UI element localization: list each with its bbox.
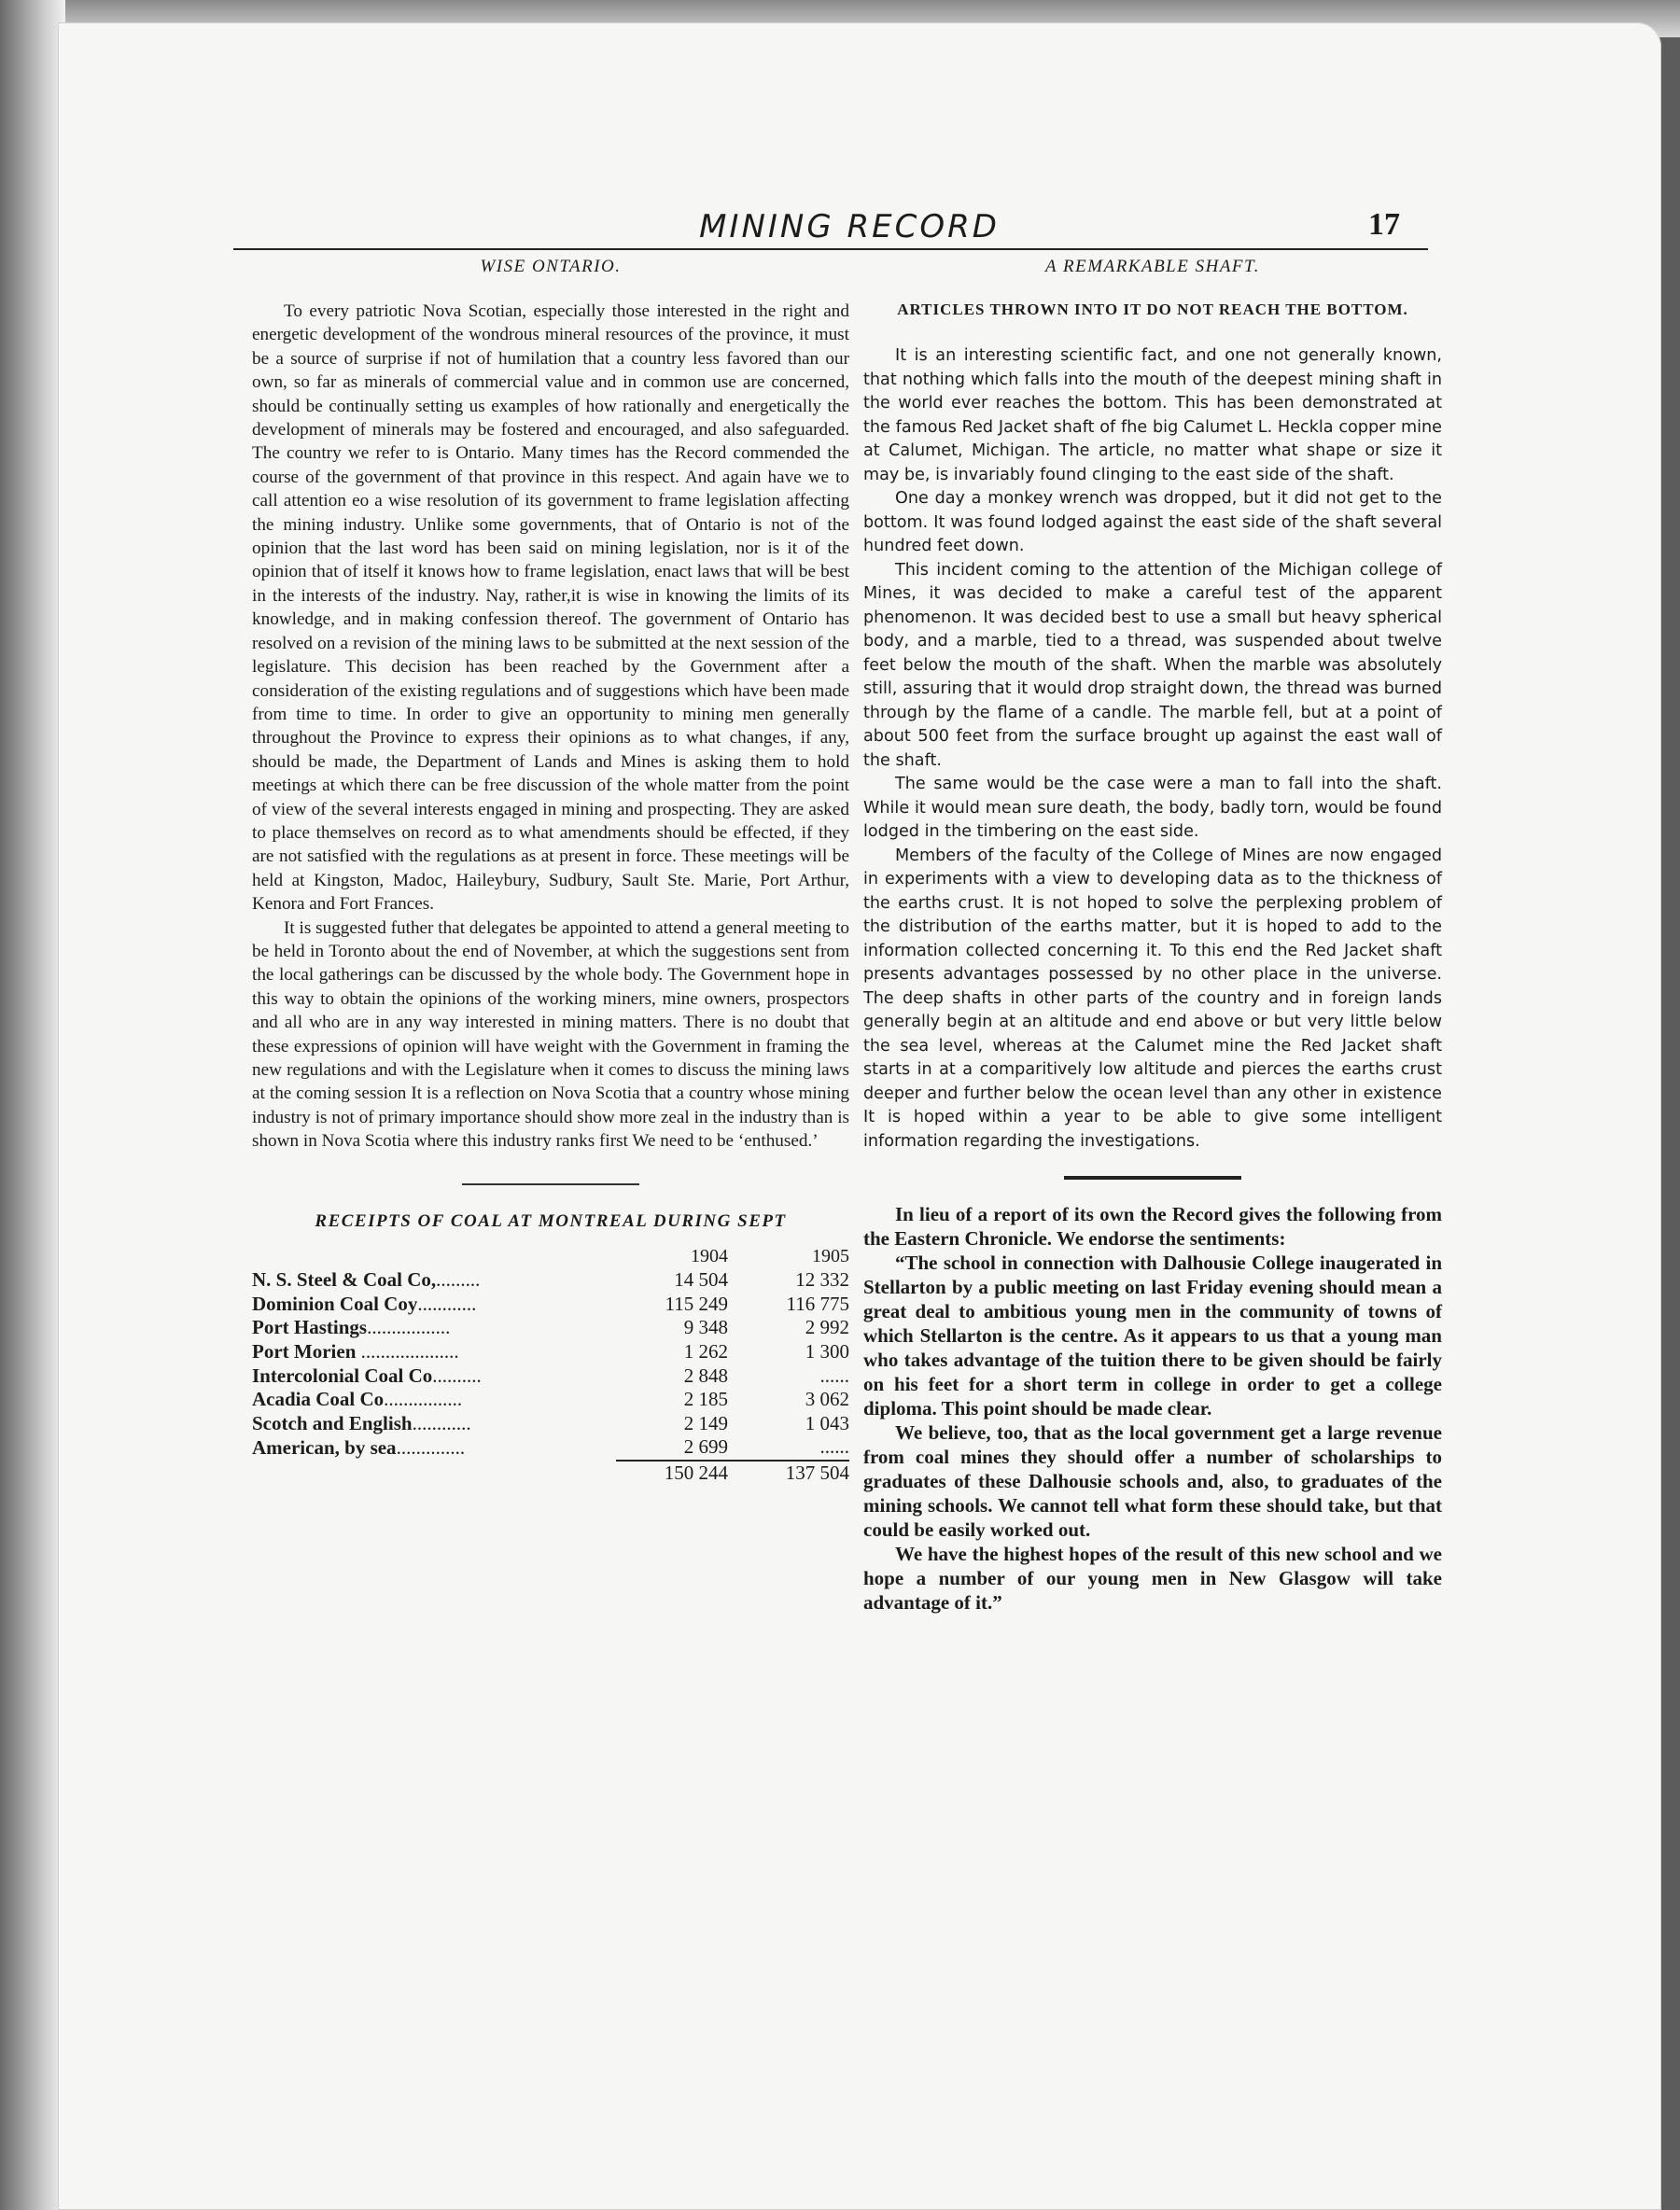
article-body-remarkable-shaft [863, 344, 1442, 1154]
section-divider [462, 1183, 639, 1185]
year-header: 1904 [691, 1245, 728, 1266]
company-name: Scotch and English............ [252, 1411, 471, 1434]
paragraph: “The school in connection with Dalhousie College inaugerated in Stellarton by a public meeting on last Friday evening should mean a great deal to ambitious young men in the community of towns of which Stellarton is the centre. As it appears to us that a young man who takes advantage of the tuition there to be given should be fairly on his feet for a short term in college in order to get a college diploma. This point should be made clear. [863, 1252, 1442, 1420]
table-row [252, 1268, 849, 1293]
table-row [252, 1293, 849, 1317]
total-1904: 150 244 [616, 1461, 728, 1486]
value-1905: 116 775 [786, 1292, 849, 1315]
article-body-dalhousie-school [863, 1202, 1442, 1615]
table-row [252, 1316, 849, 1340]
value-1904: 2 848 [683, 1364, 728, 1387]
value-1905: 2 992 [805, 1316, 849, 1339]
table-row [252, 1340, 849, 1364]
total-1905: 137 504 [728, 1461, 849, 1486]
article-subtitle: ARTICLES THROWN INTO IT DO NOT REACH THE BOTTOM. [897, 301, 1408, 318]
value-1905: 3 062 [805, 1388, 849, 1411]
article-title-remarkable-shaft: A REMARKABLE SHAFT. [1045, 257, 1260, 276]
table-row [252, 1412, 849, 1436]
paragraph: It is suggested futher that delegates be appointed to attend a general meeting to be held in Toronto about the end of November, at which the suggestions sent from the local gatherings can be discussed by the whole body. The Government hope in this way to obtain the opinions of the working miners, mine owners, prospectors and all who are in any way interested in mining matters. There is no doubt that these expressions of opinion will have weight with the Government in framing the new regulations and with the Legislature when it comes to discuss the mining laws at the coming session It is a reflection on Nova Scotia that a country whose mining industry is not of primary importance should show more zeal in the industry than is shown in Nova Scotia where this industry ranks first We need to be ‘enthused.’ [252, 917, 849, 1152]
company-name: Intercolonial Coal Co.......... [252, 1364, 482, 1387]
value-1905: 1 043 [805, 1411, 849, 1434]
left-column [252, 257, 849, 1486]
value-1904: 2 699 [683, 1435, 728, 1459]
table-row [252, 1435, 849, 1461]
article-title-wise-ontario: WISE ONTARIO. [480, 257, 622, 276]
paragraph: We have the highest hopes of the result of this new school and we hope a number of our young men in New Glasgow will take advantage of it.” [863, 1543, 1442, 1614]
company-name: Dominion Coal Coy............ [252, 1292, 477, 1315]
value-1904: 14 504 [674, 1268, 728, 1292]
value-1905: ...... [819, 1364, 849, 1387]
page-header [233, 205, 1428, 250]
paragraph: The same would be the case were a man to fall into the shaft. While it would mean sure death, the body, badly torn, would be found lodged in the timbering on the east side. [863, 775, 1442, 841]
page-number: 17 [1368, 207, 1400, 242]
paragraph: We believe, too, that as the local government get a large revenue from coal mines they should offer a number of scholarships to graduates of these Dalhousie schools and, also, to graduates of the mining schools. We cannot tell what form these should take, but that could be easily worked out. [863, 1421, 1442, 1541]
value-1904: 9 348 [683, 1316, 728, 1339]
company-name: Port Morien .................... [252, 1340, 459, 1363]
year-header: 1905 [812, 1245, 849, 1266]
table-header-row [252, 1245, 849, 1269]
right-column [863, 257, 1442, 1615]
value-1905: 12 332 [795, 1268, 849, 1292]
section-divider [1064, 1176, 1241, 1180]
value-1904: 115 249 [665, 1292, 728, 1315]
coal-receipts-table [252, 1245, 849, 1486]
table-row [252, 1364, 849, 1389]
company-name: American, by sea.............. [252, 1435, 466, 1459]
coal-table-title: RECEIPTS OF COAL AT MONTREAL DURING SEPT [315, 1210, 787, 1231]
paragraph: Members of the faculty of the College of Mines are now engaged in experiments with a view to developing data as to the thickness of the earths crust. It is not hoped to solve the perplexing problem of the distribution of the earths matter, but it is hoped to add to the information collected concerning it. To this end the Red Jacket shaft presents advantages possessed by no other place in the universe. The deep shafts in other parts of the country and in foreign lands generally begin at an altitude and end above or but very little below the sea level, whereas at the Calumet mine the Red Jacket shaft starts in at a comparitively low altitude and pierces the earths crust deeper and further below the ocean level than any other in existence It is hoped within a year to be able to give some intelligent information regarding the investigations. [863, 846, 1442, 1151]
masthead: MINING RECORD [699, 208, 1000, 245]
paragraph: One day a monkey wrench was dropped, but it did not get to the bottom. It was found lodged against the east side of the shaft several hundred feet down. [863, 489, 1442, 555]
value-1904: 2 149 [683, 1411, 728, 1434]
paragraph: In lieu of a report of its own the Record gives the following from the Eastern Chronicle. We endorse the sentiments: [863, 1203, 1442, 1250]
company-name: Port Hastings................. [252, 1316, 451, 1339]
scan-edge-left [0, 0, 65, 2210]
value-1905: ...... [819, 1435, 849, 1459]
table-row [252, 1388, 849, 1412]
article-body-wise-ontario [252, 300, 849, 1154]
table-total-row [252, 1461, 849, 1486]
value-1905: 1 300 [805, 1340, 849, 1363]
company-name: N. S. Steel & Coal Co,......... [252, 1268, 481, 1292]
value-1904: 1 262 [683, 1340, 728, 1363]
paragraph: It is an interesting scientific fact, and one not generally known, that nothing which falls into the mouth of the deepest mining shaft in the world ever reaches the bottom. This has been demonstrated at the famous Red Jacket shaft of fhe big Calumet L. Heckla copper mine at Calumet, Michigan. The article, no matter what shape or size it may be, is invariably found clinging to the east side of the shaft. [863, 346, 1442, 484]
company-name: Acadia Coal Co................ [252, 1388, 463, 1411]
value-1904: 2 185 [683, 1388, 728, 1411]
paragraph: This incident coming to the attention of the Michigan college of Mines, it was decided to make a careful test of the apparent phenomenon. It was decided best to use a small but heavy spherical body, and a marble, tied to a thread, was suspended about twelve feet below the mouth of the shaft. When the marble was absolutely still, assuring that it would drop straight down, the thread was burned through by the flame of a candle. The marble fell, but at a point of about 500 feet from the surface brought up against the east wall of the shaft. [863, 560, 1442, 770]
paragraph: To every patriotic Nova Scotian, especially those interested in the right and energetic development of the wondrous mineral resources of the province, it must be a source of surprise if not of humilation that a country less favored than our own, so far as minerals of commercial value and in common use are concerned, should be continually setting us examples of how rationally and energetically the development of minerals may be fostered and encouraged, and also safeguarded. The country we refer to is Ontario. Many times has the Record commended the course of the government of that province in this respect. And again have we to call attention eo a wise resolution of its government to frame legislation affecting the mining industry. Unlike some governments, that of Ontario is not of the opinion that the last word has been said on mining legislation, nor is it of the opinion that of itself it knows how to frame legislation, enact laws that will be best in the interests of the industry. Nay, rather,it is wise in knowing the limits of its knowledge, and in making confession thereof. The government of Ontario has resolved on a revision of the mining laws to be submitted at the next session of the legislature. This decision has been reached by the Government after a consideration of the existing regulations and of suggestions which have been made from time to time. In order to give an opportunity to mining men generally throughout the Province to express their opinions as to what changes, if any, should be made, the Department of Lands and Mines is asking them to hold meetings at which there can be free discussion of the whole matter from the point of view of the several interests engaged in mining and prospecting. They are asked to place themselves on record as to what amendments should be effected, if they are not satisfied with the regulations as at present in force. These meetings will be held at Kingston, Madoc, Haileybury, Sudbury, Sault Ste. Marie, Port Arthur, Kenora and Fort Frances. [252, 301, 849, 915]
